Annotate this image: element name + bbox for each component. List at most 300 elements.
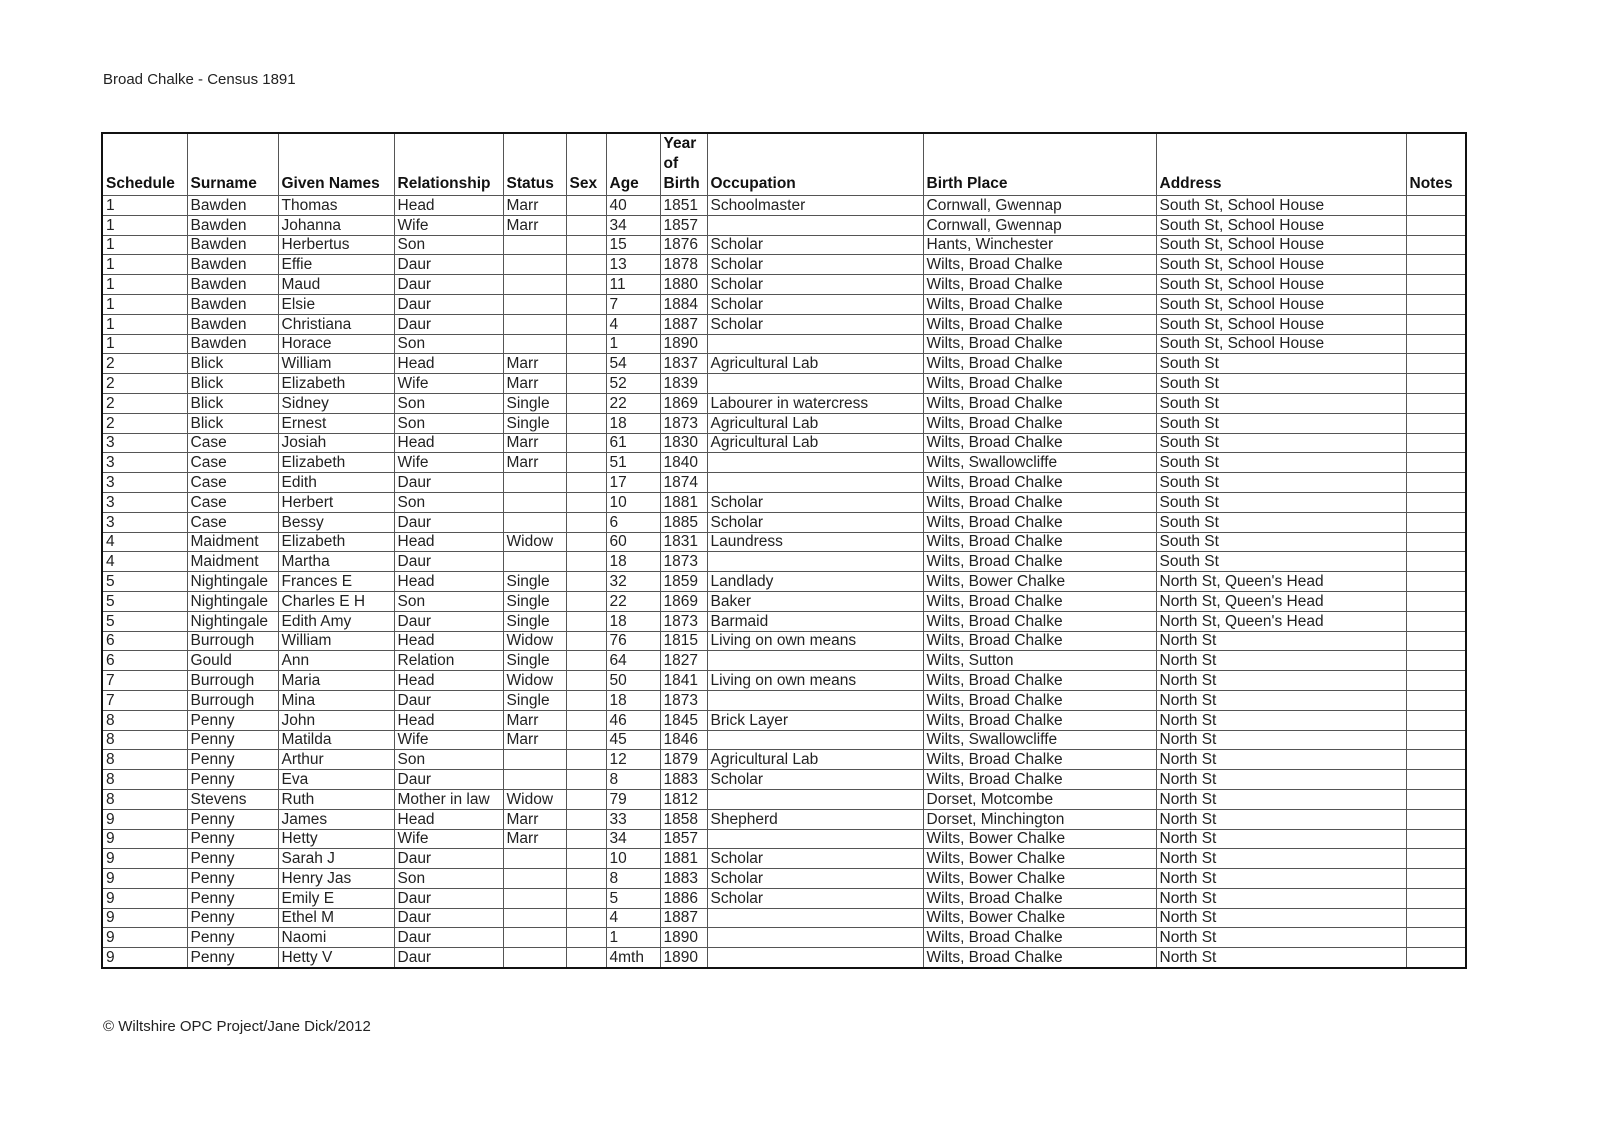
cell-sex [566,750,606,770]
cell-year-of-birth: 1890 [660,334,707,354]
cell-surname: Stevens [187,789,278,809]
cell-birth-place: Wilts, Broad Chalke [923,393,1156,413]
cell-sex [566,690,606,710]
cell-status: Marr [503,730,566,750]
cell-sex [566,948,606,968]
cell-sex [566,215,606,235]
cell-birth-place: Wilts, Broad Chalke [923,413,1156,433]
cell-birth-place: Wilts, Broad Chalke [923,532,1156,552]
cell-relationship: Daur [394,314,503,334]
cell-year-of-birth: 1880 [660,275,707,295]
cell-address: South St, School House [1156,215,1406,235]
table-row [102,829,1466,849]
cell-occupation: Landlady [707,572,923,592]
cell-schedule: 3 [102,492,187,512]
cell-schedule: 9 [102,888,187,908]
cell-surname: Penny [187,948,278,968]
column-header-sex: Sex [566,133,606,196]
cell-address: North St [1156,710,1406,730]
cell-notes [1406,710,1466,730]
cell-notes [1406,928,1466,948]
cell-age: 32 [606,572,660,592]
table-row [102,354,1466,374]
cell-given-names: Edith Amy [278,611,394,631]
cell-sex [566,611,606,631]
cell-surname: Maidment [187,552,278,572]
cell-birth-place: Wilts, Bower Chalke [923,849,1156,869]
cell-address: North St [1156,631,1406,651]
cell-occupation: Living on own means [707,631,923,651]
cell-address: North St [1156,849,1406,869]
cell-schedule: 1 [102,314,187,334]
cell-relationship: Daur [394,948,503,968]
cell-notes [1406,690,1466,710]
cell-schedule: 2 [102,374,187,394]
cell-address: South St [1156,413,1406,433]
cell-status: Marr [503,196,566,216]
cell-surname: Penny [187,888,278,908]
cell-birth-place: Wilts, Broad Chalke [923,492,1156,512]
cell-schedule: 1 [102,294,187,314]
cell-notes [1406,591,1466,611]
cell-birth-place: Wilts, Broad Chalke [923,354,1156,374]
cell-surname: Penny [187,829,278,849]
column-header-age: Age [606,133,660,196]
cell-year-of-birth: 1890 [660,928,707,948]
cell-status: Widow [503,789,566,809]
cell-year-of-birth: 1827 [660,651,707,671]
cell-notes [1406,294,1466,314]
cell-relationship: Daur [394,611,503,631]
cell-given-names: Maud [278,275,394,295]
cell-schedule: 1 [102,196,187,216]
cell-schedule: 8 [102,789,187,809]
cell-relationship: Daur [394,690,503,710]
cell-age: 8 [606,770,660,790]
cell-year-of-birth: 1878 [660,255,707,275]
cell-notes [1406,196,1466,216]
cell-schedule: 3 [102,433,187,453]
table-row [102,255,1466,275]
cell-birth-place: Wilts, Broad Chalke [923,433,1156,453]
cell-status: Marr [503,829,566,849]
cell-address: South St [1156,354,1406,374]
cell-given-names: James [278,809,394,829]
cell-address: South St [1156,532,1406,552]
cell-schedule: 8 [102,710,187,730]
cell-relationship: Mother in law [394,789,503,809]
cell-address: South St [1156,473,1406,493]
table-row [102,869,1466,889]
cell-notes [1406,512,1466,532]
cell-sex [566,235,606,255]
cell-surname: Burrough [187,631,278,651]
cell-age: 64 [606,651,660,671]
cell-schedule: 5 [102,591,187,611]
cell-status [503,928,566,948]
cell-occupation [707,928,923,948]
cell-surname: Case [187,473,278,493]
cell-notes [1406,215,1466,235]
cell-sex [566,492,606,512]
cell-year-of-birth: 1831 [660,532,707,552]
cell-birth-place: Wilts, Sutton [923,651,1156,671]
cell-status: Marr [503,809,566,829]
cell-relationship: Son [394,334,503,354]
cell-birth-place: Wilts, Swallowcliffe [923,453,1156,473]
cell-surname: Nightingale [187,572,278,592]
cell-surname: Bawden [187,255,278,275]
cell-occupation [707,651,923,671]
cell-occupation: Agricultural Lab [707,354,923,374]
cell-age: 15 [606,235,660,255]
cell-schedule: 1 [102,275,187,295]
cell-notes [1406,235,1466,255]
cell-address: North St [1156,770,1406,790]
cell-year-of-birth: 1830 [660,433,707,453]
cell-occupation: Scholar [707,255,923,275]
cell-age: 12 [606,750,660,770]
cell-year-of-birth: 1857 [660,829,707,849]
cell-given-names: Christiana [278,314,394,334]
cell-occupation: Scholar [707,849,923,869]
cell-given-names: Charles E H [278,591,394,611]
cell-relationship: Head [394,631,503,651]
cell-occupation: Shepherd [707,809,923,829]
cell-status: Widow [503,631,566,651]
cell-notes [1406,552,1466,572]
cell-schedule: 4 [102,552,187,572]
cell-surname: Penny [187,770,278,790]
cell-schedule: 7 [102,690,187,710]
cell-relationship: Daur [394,294,503,314]
cell-schedule: 6 [102,651,187,671]
cell-address: North St, Queen's Head [1156,591,1406,611]
cell-sex [566,532,606,552]
table-row [102,334,1466,354]
cell-given-names: William [278,354,394,374]
cell-address: North St [1156,730,1406,750]
cell-given-names: Ethel M [278,908,394,928]
cell-notes [1406,413,1466,433]
cell-schedule: 9 [102,869,187,889]
cell-age: 61 [606,433,660,453]
cell-sex [566,928,606,948]
cell-occupation: Barmaid [707,611,923,631]
cell-surname: Penny [187,908,278,928]
cell-given-names: Bessy [278,512,394,532]
cell-status [503,888,566,908]
cell-notes [1406,671,1466,691]
copyright-footer: © Wiltshire OPC Project/Jane Dick/2012 [103,1018,371,1035]
table-row [102,235,1466,255]
column-header-occupation: Occupation [707,133,923,196]
cell-occupation: Baker [707,591,923,611]
cell-relationship: Daur [394,849,503,869]
cell-notes [1406,789,1466,809]
cell-sex [566,275,606,295]
cell-year-of-birth: 1859 [660,572,707,592]
cell-status [503,948,566,968]
cell-sex [566,413,606,433]
cell-relationship: Son [394,492,503,512]
cell-sex [566,314,606,334]
cell-surname: Penny [187,809,278,829]
cell-birth-place: Wilts, Broad Chalke [923,948,1156,968]
cell-schedule: 1 [102,334,187,354]
cell-schedule: 8 [102,750,187,770]
table-row [102,948,1466,968]
cell-relationship: Wife [394,730,503,750]
table-row [102,572,1466,592]
table-row [102,314,1466,334]
cell-given-names: Elizabeth [278,374,394,394]
cell-notes [1406,453,1466,473]
cell-sex [566,512,606,532]
cell-surname: Penny [187,750,278,770]
cell-birth-place: Wilts, Bower Chalke [923,829,1156,849]
cell-birth-place: Wilts, Broad Chalke [923,671,1156,691]
cell-status [503,334,566,354]
cell-age: 52 [606,374,660,394]
cell-age: 8 [606,869,660,889]
cell-given-names: Mina [278,690,394,710]
table-row [102,294,1466,314]
cell-address: North St, Queen's Head [1156,611,1406,631]
cell-year-of-birth: 1841 [660,671,707,691]
cell-given-names: Ann [278,651,394,671]
table-row [102,710,1466,730]
table-row [102,770,1466,790]
cell-sex [566,572,606,592]
cell-notes [1406,948,1466,968]
cell-notes [1406,730,1466,750]
cell-schedule: 6 [102,631,187,651]
table-row [102,552,1466,572]
cell-status [503,869,566,889]
cell-status [503,255,566,275]
cell-surname: Penny [187,710,278,730]
cell-sex [566,770,606,790]
cell-sex [566,671,606,691]
cell-relationship: Head [394,809,503,829]
cell-birth-place: Cornwall, Gwennap [923,215,1156,235]
cell-notes [1406,354,1466,374]
cell-year-of-birth: 1840 [660,453,707,473]
cell-occupation: Schoolmaster [707,196,923,216]
cell-schedule: 9 [102,908,187,928]
cell-birth-place: Wilts, Broad Chalke [923,690,1156,710]
column-header-address: Address [1156,133,1406,196]
cell-occupation: Scholar [707,275,923,295]
cell-year-of-birth: 1869 [660,591,707,611]
cell-year-of-birth: 1873 [660,611,707,631]
cell-birth-place: Wilts, Bower Chalke [923,572,1156,592]
cell-occupation: Agricultural Lab [707,413,923,433]
cell-relationship: Head [394,671,503,691]
cell-surname: Bawden [187,294,278,314]
cell-age: 17 [606,473,660,493]
cell-year-of-birth: 1845 [660,710,707,730]
cell-birth-place: Wilts, Broad Chalke [923,888,1156,908]
cell-schedule: 8 [102,770,187,790]
cell-relationship: Son [394,750,503,770]
cell-status: Marr [503,453,566,473]
column-header-status: Status [503,133,566,196]
column-header-birth-place: Birth Place [923,133,1156,196]
cell-occupation: Living on own means [707,671,923,691]
cell-birth-place: Wilts, Broad Chalke [923,473,1156,493]
document-title: Broad Chalke - Census 1891 [103,71,296,88]
cell-birth-place: Wilts, Broad Chalke [923,512,1156,532]
cell-sex [566,334,606,354]
cell-occupation: Scholar [707,314,923,334]
table-row [102,690,1466,710]
table-row [102,750,1466,770]
cell-birth-place: Wilts, Broad Chalke [923,591,1156,611]
cell-age: 45 [606,730,660,750]
cell-occupation [707,730,923,750]
cell-notes [1406,374,1466,394]
cell-year-of-birth: 1876 [660,235,707,255]
cell-notes [1406,631,1466,651]
census-table [101,132,1467,969]
cell-status [503,908,566,928]
cell-occupation [707,453,923,473]
cell-given-names: Frances E [278,572,394,592]
cell-relationship: Head [394,572,503,592]
cell-birth-place: Cornwall, Gwennap [923,196,1156,216]
cell-given-names: Herbert [278,492,394,512]
table-header [102,133,1466,196]
cell-given-names: Martha [278,552,394,572]
cell-address: North St [1156,908,1406,928]
cell-status [503,235,566,255]
cell-relationship: Daur [394,275,503,295]
cell-notes [1406,611,1466,631]
cell-given-names: Effie [278,255,394,275]
cell-notes [1406,750,1466,770]
cell-relationship: Wife [394,829,503,849]
cell-age: 5 [606,888,660,908]
cell-birth-place: Wilts, Broad Chalke [923,631,1156,651]
cell-sex [566,374,606,394]
cell-address: North St, Queen's Head [1156,572,1406,592]
cell-surname: Bawden [187,314,278,334]
cell-notes [1406,849,1466,869]
cell-given-names: Eva [278,770,394,790]
cell-sex [566,908,606,928]
cell-status [503,552,566,572]
cell-age: 22 [606,393,660,413]
table-row [102,196,1466,216]
cell-sex [566,552,606,572]
cell-address: South St, School House [1156,235,1406,255]
cell-status [503,849,566,869]
cell-given-names: Johanna [278,215,394,235]
cell-status [503,473,566,493]
cell-sex [566,294,606,314]
table-row [102,275,1466,295]
cell-surname: Case [187,433,278,453]
cell-relationship: Son [394,413,503,433]
cell-schedule: 4 [102,532,187,552]
cell-notes [1406,275,1466,295]
table-row [102,651,1466,671]
cell-occupation: Scholar [707,770,923,790]
cell-relationship: Head [394,710,503,730]
cell-notes [1406,869,1466,889]
year-of-birth-line-2: of [663,155,679,172]
cell-address: South St, School House [1156,275,1406,295]
cell-sex [566,453,606,473]
cell-surname: Blick [187,393,278,413]
cell-occupation: Agricultural Lab [707,433,923,453]
cell-given-names: Ruth [278,789,394,809]
column-header-year-of-birth [660,133,707,196]
table-row [102,492,1466,512]
cell-surname: Case [187,512,278,532]
cell-year-of-birth: 1881 [660,492,707,512]
table-row [102,473,1466,493]
cell-sex [566,730,606,750]
table-row [102,433,1466,453]
cell-schedule: 9 [102,928,187,948]
cell-age: 46 [606,710,660,730]
table-row [102,532,1466,552]
cell-relationship: Relation [394,651,503,671]
cell-schedule: 8 [102,730,187,750]
cell-birth-place: Wilts, Bower Chalke [923,869,1156,889]
cell-relationship: Daur [394,770,503,790]
cell-relationship: Daur [394,928,503,948]
column-header-schedule: Schedule [102,133,187,196]
cell-address: South St [1156,492,1406,512]
cell-surname: Penny [187,730,278,750]
cell-status: Single [503,572,566,592]
cell-surname: Case [187,492,278,512]
table-row [102,215,1466,235]
cell-surname: Blick [187,354,278,374]
cell-year-of-birth: 1886 [660,888,707,908]
cell-given-names: Henry Jas [278,869,394,889]
cell-birth-place: Wilts, Broad Chalke [923,770,1156,790]
cell-schedule: 2 [102,354,187,374]
cell-year-of-birth: 1873 [660,413,707,433]
cell-year-of-birth: 1874 [660,473,707,493]
cell-age: 51 [606,453,660,473]
cell-age: 1 [606,928,660,948]
cell-surname: Gould [187,651,278,671]
cell-sex [566,591,606,611]
cell-sex [566,651,606,671]
cell-relationship: Head [394,433,503,453]
cell-address: South St [1156,393,1406,413]
cell-given-names: Sidney [278,393,394,413]
cell-schedule: 5 [102,572,187,592]
cell-age: 18 [606,552,660,572]
cell-year-of-birth: 1857 [660,215,707,235]
cell-surname: Maidment [187,532,278,552]
cell-surname: Blick [187,413,278,433]
cell-occupation: Laundress [707,532,923,552]
cell-notes [1406,532,1466,552]
cell-sex [566,433,606,453]
cell-schedule: 1 [102,215,187,235]
cell-notes [1406,888,1466,908]
cell-given-names: Josiah [278,433,394,453]
cell-year-of-birth: 1873 [660,552,707,572]
